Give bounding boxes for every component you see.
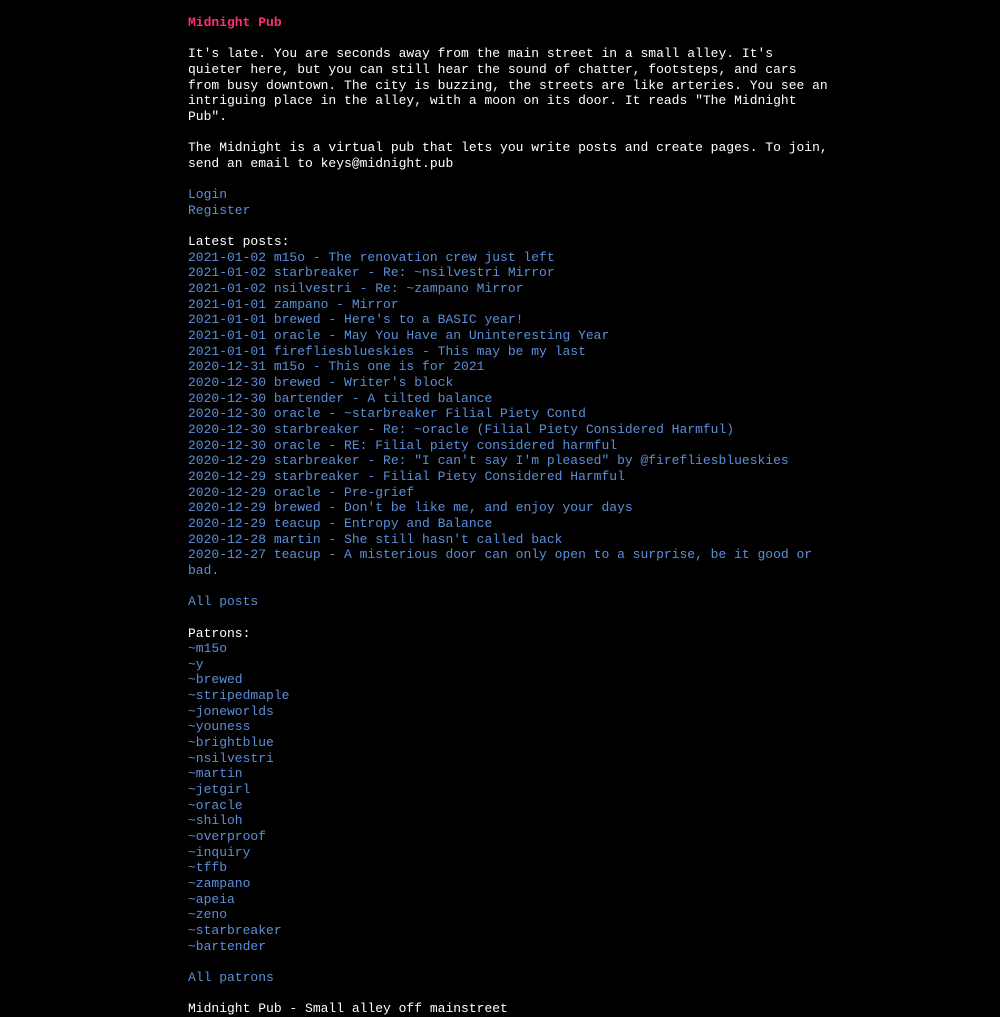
patron-link[interactable]: ~bartender <box>188 938 267 954</box>
patrons-heading: Patrons: <box>188 625 251 641</box>
patron-link[interactable]: ~stripedmaple <box>188 688 290 704</box>
post-link[interactable]: 2021-01-01 brewed - Here's to a BASIC year! <box>188 312 524 328</box>
latest-posts-list <box>188 250 828 579</box>
patrons-list <box>188 641 828 954</box>
post-link[interactable]: 2020-12-30 starbreaker - Re: ~oracle (Filial Piety Considered Harmful) <box>188 422 735 437</box>
post-link[interactable]: 2020-12-29 starbreaker - Filial Piety Considered Harmful <box>188 468 625 484</box>
patron-link[interactable]: ~tffb <box>188 860 228 876</box>
page-content <box>188 15 828 1017</box>
patron-link[interactable]: ~brightblue <box>188 735 274 751</box>
auth-links <box>188 187 828 218</box>
patron-link[interactable]: ~brewed <box>188 672 243 688</box>
patron-link[interactable]: ~overproof <box>188 829 267 845</box>
patron-link[interactable]: ~m15o <box>188 641 228 657</box>
post-link[interactable]: 2021-01-02 nsilvestri - Re: ~zampano Mirror <box>188 281 524 297</box>
post-link[interactable]: 2021-01-01 firefliesblueskies - This may be my last <box>188 343 586 359</box>
patron-link[interactable]: ~nsilvestri <box>188 750 274 766</box>
post-link[interactable]: 2020-12-29 brewed - Don't be like me, and enjoy your days <box>188 500 633 516</box>
post-link[interactable]: 2020-12-29 oracle - Pre-grief <box>188 484 415 500</box>
post-link[interactable]: 2020-12-28 martin - She still hasn't called back <box>188 531 563 547</box>
post-link[interactable]: 2020-12-30 bartender - A tilted balance <box>188 390 493 406</box>
patron-link[interactable]: ~inquiry <box>188 844 251 860</box>
patron-link[interactable]: ~apeia <box>188 891 235 907</box>
post-link[interactable]: 2020-12-29 teacup - Entropy and Balance <box>188 515 493 531</box>
patron-link[interactable]: ~zeno <box>188 907 228 923</box>
intro-paragraph: It's late. You are seconds away from the main street in a small alley. It's quieter here, but you can still hear the sound of chatter, footsteps, and cars from busy downtown. The city is buzzing, the streets are like arteries. You see an intriguing place in the alley, with a moon on its door. It reads "The Midnight Pub". <box>188 46 828 124</box>
footer-text: Midnight Pub - Small alley off mainstreet <box>188 1001 508 1017</box>
patron-link[interactable]: ~youness <box>188 719 251 735</box>
page-title: Midnight Pub <box>188 15 282 30</box>
patron-link[interactable]: ~zampano <box>188 876 251 891</box>
all-posts-link[interactable]: All posts <box>188 594 259 610</box>
post-link[interactable]: 2020-12-31 m15o - This one is for 2021 <box>188 359 485 375</box>
post-link[interactable]: 2020-12-30 oracle - RE: Filial piety considered harmful <box>188 437 618 453</box>
register-link[interactable]: Register <box>188 202 251 218</box>
patron-link[interactable]: ~martin <box>188 766 243 782</box>
patron-link[interactable]: ~oracle <box>188 797 243 813</box>
all-patrons-section <box>188 970 828 986</box>
patrons-section <box>188 626 828 955</box>
post-link[interactable]: 2020-12-29 starbreaker - Re: "I can't say I'm pleased" by @firefliesblueskies <box>188 453 789 469</box>
post-link[interactable]: 2020-12-27 teacup - A misterious door can only open to a surprise, be it good or bad. <box>188 547 813 578</box>
post-link[interactable]: 2021-01-01 oracle - May You Have an Uninteresting Year <box>188 328 610 344</box>
post-link[interactable]: 2020-12-30 brewed - Writer's block <box>188 375 454 391</box>
patron-link[interactable]: ~shiloh <box>188 813 243 829</box>
post-link[interactable]: 2021-01-02 starbreaker - Re: ~nsilvestri Mirror <box>188 265 555 281</box>
patron-link[interactable]: ~y <box>188 656 204 672</box>
latest-posts-section <box>188 234 828 578</box>
patron-link[interactable]: ~starbreaker <box>188 922 282 938</box>
post-link[interactable]: 2021-01-01 zampano - Mirror <box>188 296 399 312</box>
all-posts-section <box>188 594 828 610</box>
all-patrons-link[interactable]: All patrons <box>188 969 274 985</box>
patron-link[interactable]: ~joneworlds <box>188 703 274 719</box>
post-link[interactable]: 2020-12-30 oracle - ~starbreaker Filial Piety Contd <box>188 406 586 422</box>
patron-link[interactable]: ~jetgirl <box>188 782 251 798</box>
latest-posts-heading: Latest posts: <box>188 234 290 250</box>
post-link[interactable]: 2021-01-02 m15o - The renovation crew just left <box>188 249 555 265</box>
join-paragraph: The Midnight is a virtual pub that lets you write posts and create pages. To join, send an email to keys@midnight.pub <box>188 140 828 171</box>
login-link[interactable]: Login <box>188 187 228 203</box>
